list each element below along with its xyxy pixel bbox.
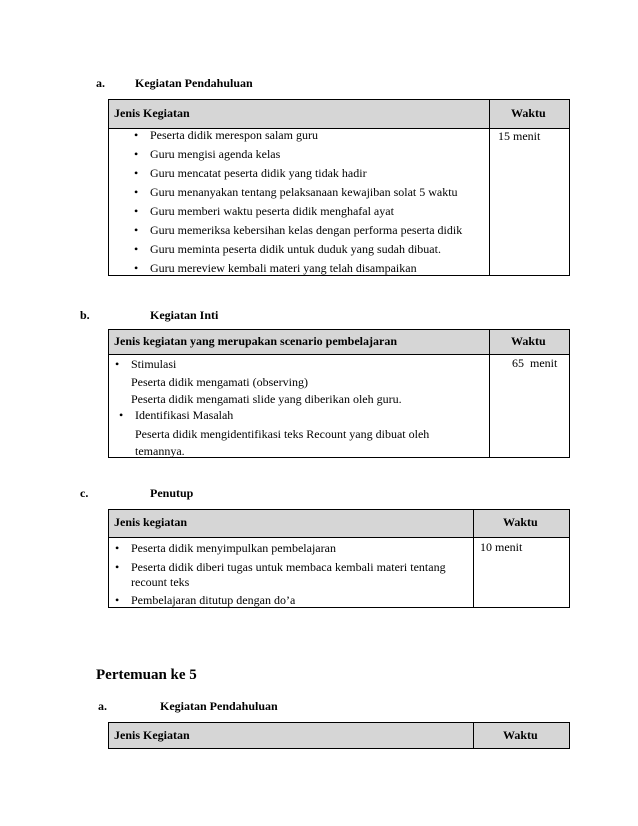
section-b-col-time: Waktu xyxy=(511,334,546,348)
bullet-icon: • xyxy=(134,185,139,199)
section-b-activity-list-2 xyxy=(119,406,234,425)
meeting-section-a-title: Kegiatan Pendahuluan xyxy=(160,699,278,713)
section-b-col-activity: Jenis kegiatan yang merupakan scenario pembelajaran xyxy=(114,334,398,348)
section-b-activity-list xyxy=(115,355,177,374)
list-item xyxy=(134,240,462,259)
list-item xyxy=(134,202,462,221)
section-b-marker: b. xyxy=(80,308,90,322)
section-b-item2-line1: Peserta didik mengidentifikasi teks Recount yang dibuat oleh xyxy=(135,427,430,441)
section-a-col-activity: Jenis Kegiatan xyxy=(114,106,190,120)
list-item-text: Pembelajaran ditutup dengan do’a xyxy=(131,593,296,607)
list-item xyxy=(119,406,234,425)
bullet-icon: • xyxy=(119,408,124,422)
list-item-text: Identifikasi Masalah xyxy=(135,408,234,422)
section-b-item1-line1: Peserta didik mengamati (observing) xyxy=(131,375,308,389)
bullet-icon: • xyxy=(134,242,139,256)
bullet-icon: • xyxy=(134,166,139,180)
list-item xyxy=(134,145,462,164)
section-b-item1-line2: Peserta didik mengamati slide yang diberikan oleh guru. xyxy=(131,392,402,406)
section-c-title: Penutup xyxy=(150,486,194,500)
section-a-marker: a. xyxy=(96,76,105,90)
list-item-text: Guru mereview kembali materi yang telah disampaikan xyxy=(150,261,417,275)
bullet-icon: • xyxy=(134,204,139,218)
list-item xyxy=(134,183,462,202)
bullet-icon: • xyxy=(115,357,120,371)
list-item-text: Peserta didik diberi tugas untuk membaca kembali materi tentang xyxy=(131,560,446,574)
section-c-time-value: 10 menit xyxy=(480,540,523,554)
bullet-icon: • xyxy=(134,128,139,142)
bullet-icon: • xyxy=(115,560,120,574)
section-a-activity-list xyxy=(134,126,463,278)
list-item xyxy=(134,259,462,278)
list-item-text: Guru memeriksa kebersihan kelas dengan performa peserta didik xyxy=(150,223,463,237)
list-item-text: Guru menanyakan tentang pelaksanaan kewajiban solat 5 waktu xyxy=(150,185,458,199)
section-c-activity-list xyxy=(115,539,446,577)
section-a-col-time: Waktu xyxy=(511,106,546,120)
bullet-icon: • xyxy=(134,261,139,275)
meeting-section-a-marker: a. xyxy=(98,699,107,713)
list-item-text: Guru meminta peserta didik untuk duduk yang sudah dibuat. xyxy=(150,242,441,256)
bullet-icon: • xyxy=(115,541,120,555)
list-item xyxy=(115,539,446,558)
list-item xyxy=(115,591,296,610)
section-b-item2-line2: temannya. xyxy=(135,444,185,458)
bullet-icon: • xyxy=(134,223,139,237)
list-item-text: Stimulasi xyxy=(131,357,177,371)
section-c-marker: c. xyxy=(80,486,89,500)
list-item-text: Guru mencatat peserta didik yang tidak hadir xyxy=(150,166,367,180)
section-a-title: Kegiatan Pendahuluan xyxy=(135,76,253,90)
section-b-title: Kegiatan Inti xyxy=(150,308,219,322)
list-item-text: Peserta didik menyimpulkan pembelajaran xyxy=(131,541,336,555)
section-b-time-value: 65 menit xyxy=(512,356,558,370)
list-item xyxy=(115,355,177,374)
list-item-text: Peserta didik merespon salam guru xyxy=(150,128,318,142)
meeting-col-activity: Jenis Kegiatan xyxy=(114,728,190,742)
bullet-icon: • xyxy=(115,593,120,607)
meeting-heading: Pertemuan ke 5 xyxy=(96,667,197,683)
list-item xyxy=(134,221,463,240)
list-item-text: Guru memberi waktu peserta didik menghafal ayat xyxy=(150,204,394,218)
meeting-col-time: Waktu xyxy=(503,728,538,742)
section-a-time-value: 15 menit xyxy=(498,129,541,143)
list-item xyxy=(134,164,462,183)
section-c-activity-list-2 xyxy=(115,591,296,610)
section-c-col-activity: Jenis kegiatan xyxy=(114,515,188,529)
bullet-icon: • xyxy=(134,147,139,161)
meeting-col-divider xyxy=(473,722,474,749)
section-c-col-time: Waktu xyxy=(503,515,538,529)
list-item xyxy=(134,126,462,145)
section-c-item2-line2: recount teks xyxy=(131,575,190,589)
list-item-text: Guru mengisi agenda kelas xyxy=(150,147,281,161)
